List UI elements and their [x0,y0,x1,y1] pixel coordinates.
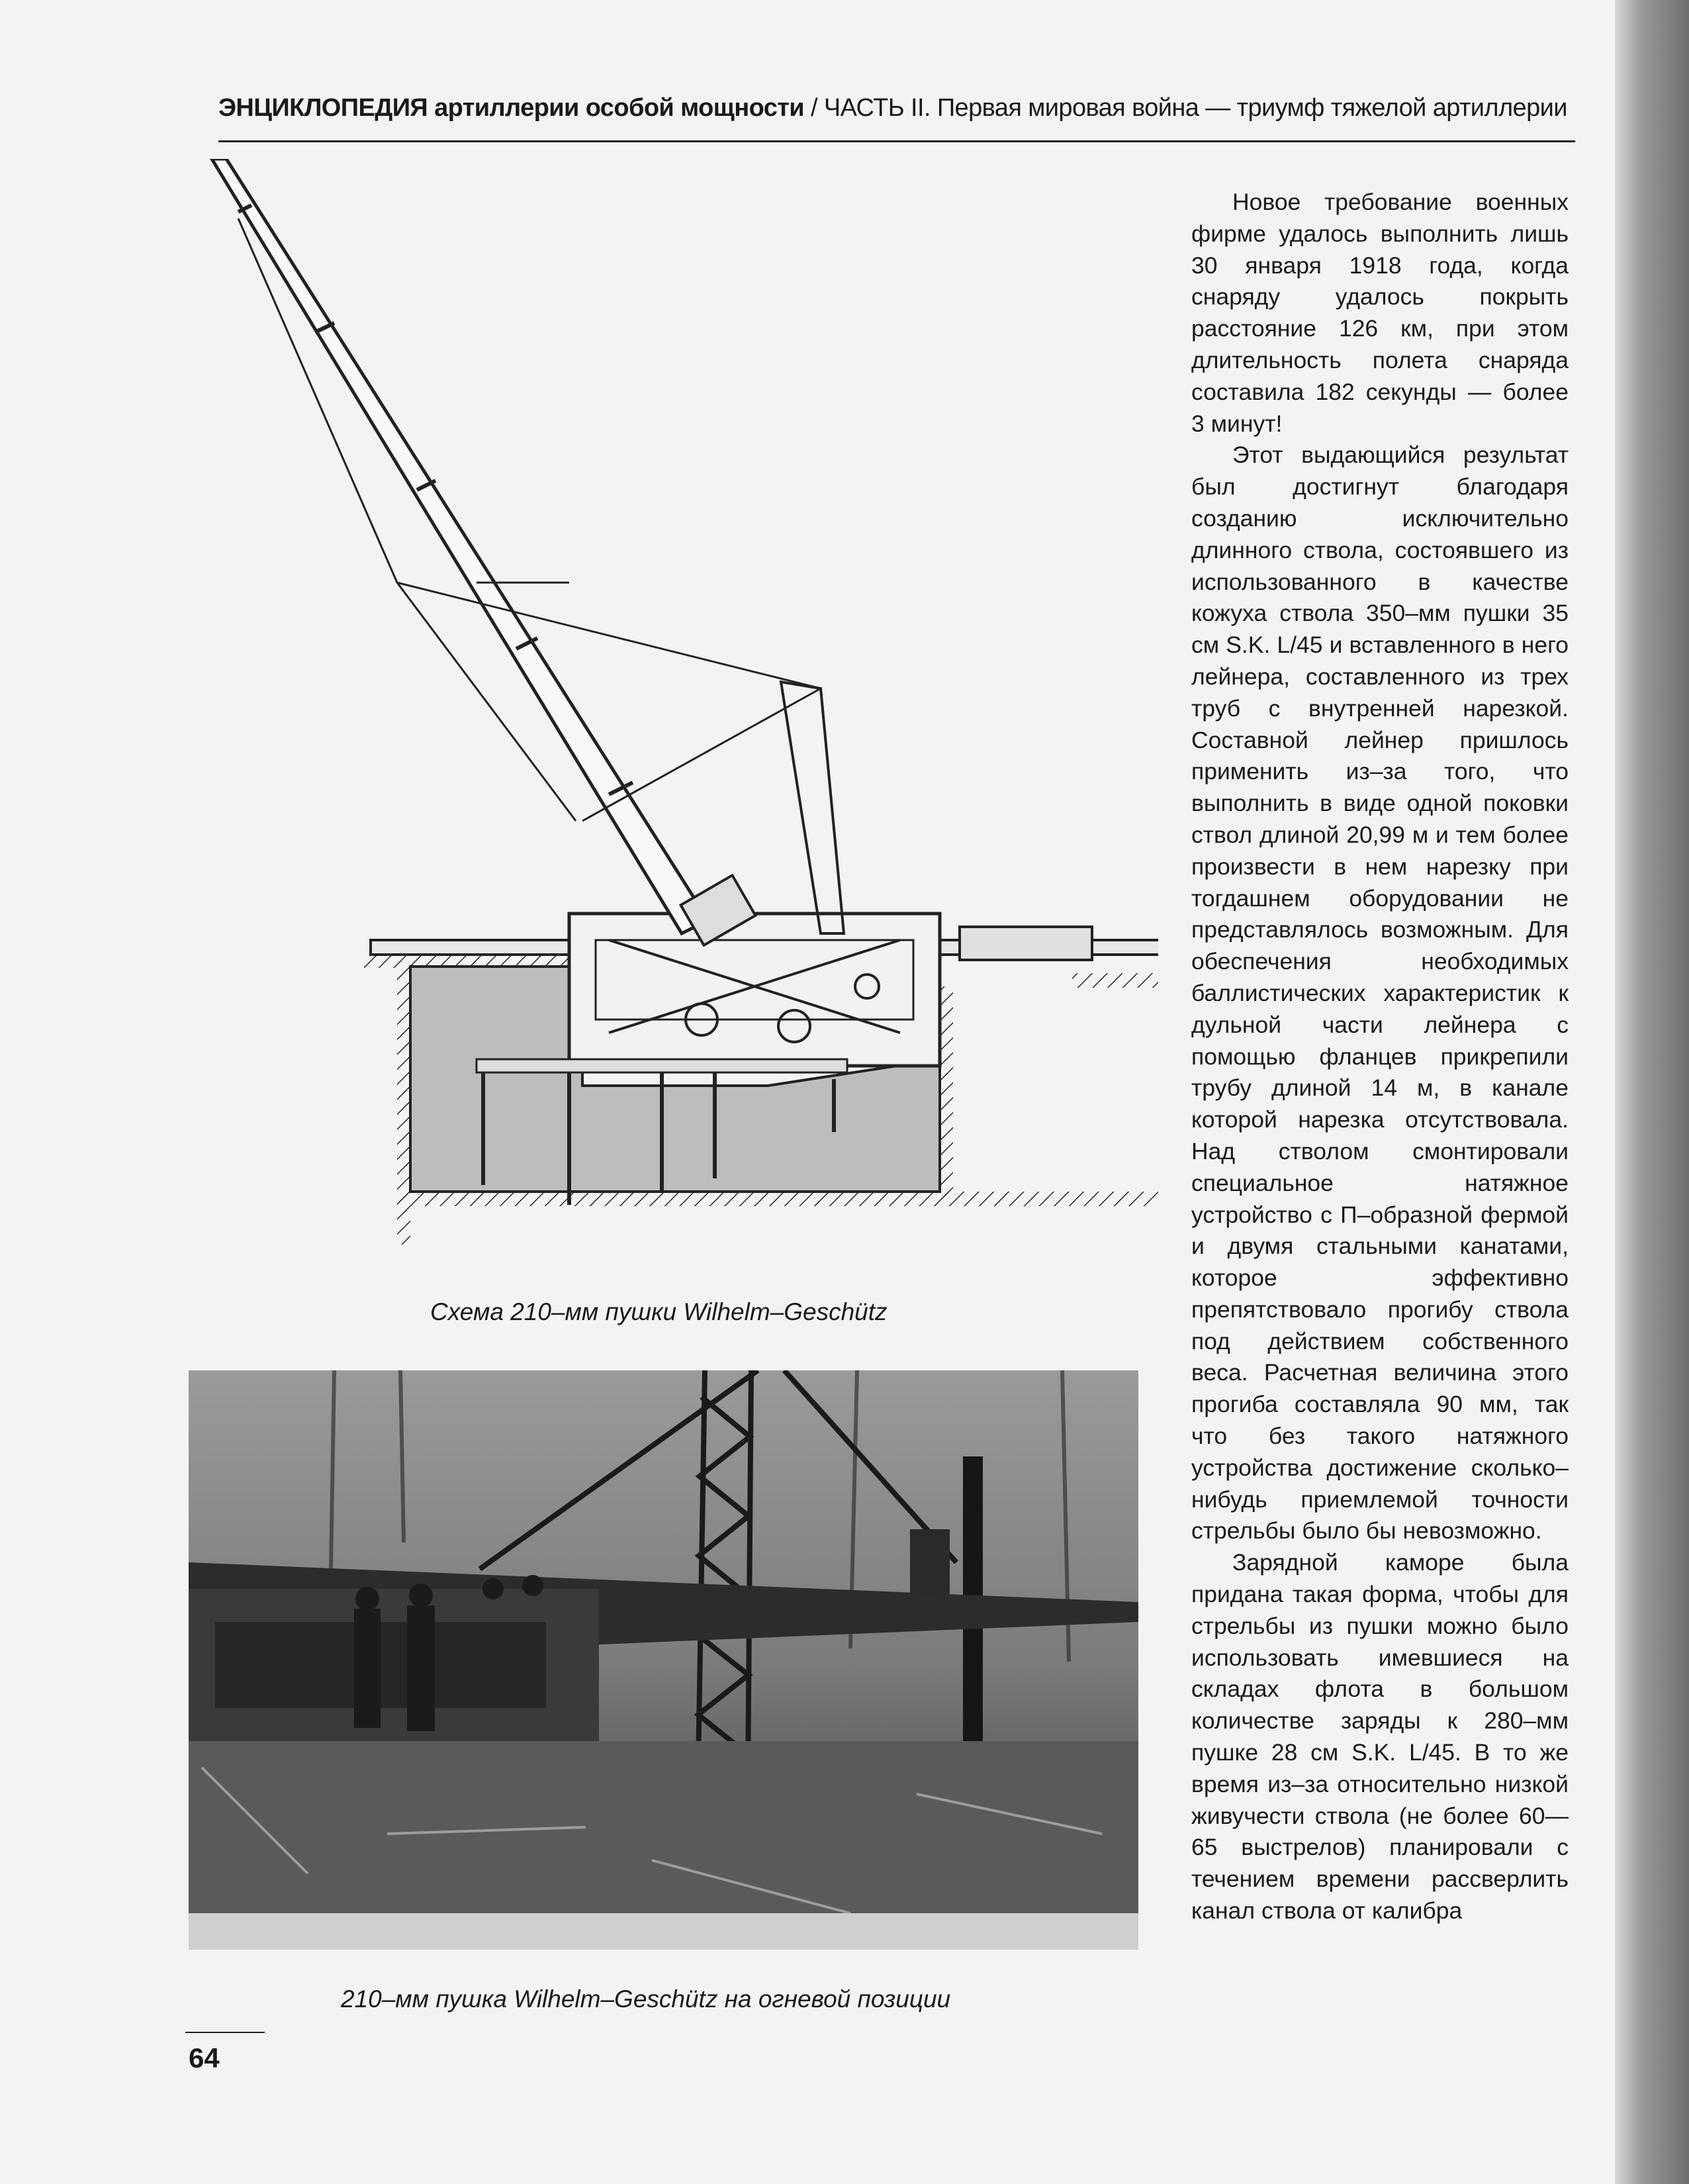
photo-caption: 210–мм пушка Wilhelm–Geschütz на огневой позиции [341,1985,951,2013]
footer-rule [185,2032,265,2033]
header-part: ЧАСТЬ II. Первая мировая война — триумф тяжелой артиллерии [823,94,1567,122]
book-spine-shadow [1615,0,1689,2184]
running-header [218,93,1575,123]
paragraph: Этот выдающийся результат был достигнут благодаря созданию исключительно длинного ствола, состоявшего из использованного в качестве кожуха ствола 350–мм пушки 35 см S.K. L/45 и вставленного в него лейнера, составленного из трех труб с внутренней нарезкой. Составной лейнер пришлось применить из–за того, что выполнить в виде одной поковки ствол длиной 20,99 м и тем более произвести в нем нарезку при тогдашнем оборудовании не представлялось возможным. Для обеспечения необходимых баллистических характеристик к дульной части лейнера с помощью фланцев прикрепили трубу длиной 14 м, в канале которой нарезка отсутствовала. Над стволом смонтировали специальное натяжное устройство с П–образной фермой и двумя стальными канатами, которое эффективно препятствовало прогибу ствола под действием собственного веса. Расчетная величина этого прогиба составляла 90 мм, так что без такого натяжного устройства достижение сколько–нибудь приемлемой точности стрельбы было бы невозможно. [1191,442,1569,1544]
body-text-column [1191,187,1569,1927]
paragraph: Зарядной каморе была придана такая форма, чтобы для стрельбы из пушки можно было использовать имевшиеся на складах флота в большом количестве заряды к 280–мм пушке 28 см S.K. L/45. В то же время из–за относительно низкой живучести ствола (не более 60—65 выстрелов) планировали с течением времени рассверлить канал ствола от калибра [1191,1549,1569,1924]
page-number: 64 [189,2042,220,2073]
header-separator: / [804,94,824,122]
header-rule [218,140,1575,142]
gun-scheme-drawing [199,159,1158,1245]
header-title: ЭНЦИКЛОПЕДИЯ артиллерии особой мощности [218,94,805,122]
gun-photo [189,1370,1138,1950]
scheme-caption: Схема 210–мм пушки Wilhelm–Geschütz [430,1298,888,1325]
paragraph: Новое требование военных фирме удалось выполнить лишь 30 января 1918 года, когда снаряду удалось покрыть расстояние 126 км, при этом длительность полета снаряда составила 182 секунды — более 3 минут! [1191,189,1569,437]
